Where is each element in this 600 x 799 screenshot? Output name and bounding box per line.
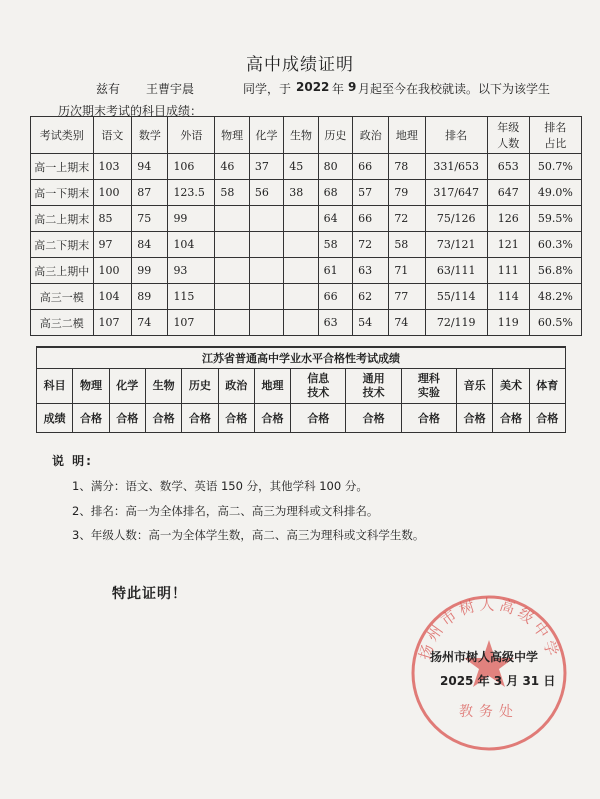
grade-cell: 55/114 bbox=[425, 284, 487, 310]
intro-tail: 月起至今在我校就读。以下为该学生 bbox=[358, 82, 551, 96]
grade-cell: 111 bbox=[487, 258, 529, 284]
grades-header-cell: 年级 人数 bbox=[487, 117, 529, 154]
pass-subject-cell: 美术 bbox=[493, 369, 529, 404]
grade-cell: 73/121 bbox=[425, 232, 487, 258]
grade-cell: 75 bbox=[132, 206, 168, 232]
grade-cell: 72 bbox=[353, 232, 389, 258]
pass-subject-cell: 通用 技术 bbox=[346, 369, 401, 404]
grade-cell bbox=[215, 310, 249, 336]
grade-cell bbox=[249, 284, 283, 310]
pass-result-cell: 合格 bbox=[182, 404, 218, 433]
grades-row bbox=[31, 258, 582, 284]
grade-cell: 99 bbox=[132, 258, 168, 284]
grade-cell: 79 bbox=[389, 180, 425, 206]
grades-header-cell: 化学 bbox=[249, 117, 283, 154]
grades-row bbox=[31, 206, 582, 232]
grade-cell: 66 bbox=[353, 206, 389, 232]
signer-school: 扬州市树人高级中学 bbox=[430, 650, 539, 664]
exam-label-cell: 高三一模 bbox=[31, 284, 94, 310]
pass-result-cell: 合格 bbox=[346, 404, 401, 433]
exam-label-cell: 高二下期末 bbox=[31, 232, 94, 258]
grade-cell: 74 bbox=[132, 310, 168, 336]
grade-cell: 71 bbox=[389, 258, 425, 284]
grade-cell: 49.0% bbox=[529, 180, 581, 206]
grade-cell: 85 bbox=[93, 206, 132, 232]
closing-statement: 特此证明！ bbox=[112, 586, 187, 602]
grade-cell: 106 bbox=[168, 154, 215, 180]
grade-cell: 80 bbox=[318, 154, 352, 180]
grade-cell: 64 bbox=[318, 206, 352, 232]
exam-label-cell: 高二上期末 bbox=[31, 206, 94, 232]
signed-date: 2025 年 3 月 31 日 bbox=[440, 674, 556, 688]
enroll-year: 2022 bbox=[296, 80, 330, 94]
grade-cell: 647 bbox=[487, 180, 529, 206]
grade-cell bbox=[215, 206, 249, 232]
grade-cell bbox=[284, 232, 318, 258]
grade-cell bbox=[215, 258, 249, 284]
grade-cell bbox=[215, 232, 249, 258]
grade-cell bbox=[249, 232, 283, 258]
pass-result-cell: 合格 bbox=[109, 404, 145, 433]
grade-cell: 121 bbox=[487, 232, 529, 258]
grade-cell: 62 bbox=[353, 284, 389, 310]
grade-cell bbox=[284, 310, 318, 336]
enroll-year-suffix: 年 bbox=[332, 82, 345, 96]
notes-label: 说 明: bbox=[52, 454, 93, 468]
grade-cell: 63 bbox=[318, 310, 352, 336]
grades-row bbox=[31, 180, 582, 206]
grade-cell: 45 bbox=[284, 154, 318, 180]
intro-mid: 同学，于 bbox=[243, 82, 292, 96]
grade-cell bbox=[249, 206, 283, 232]
pass-subject-cell: 历史 bbox=[182, 369, 218, 404]
grade-cell bbox=[249, 258, 283, 284]
page-title: 高中成绩证明 bbox=[246, 55, 354, 75]
grade-cell: 97 bbox=[93, 232, 132, 258]
grade-cell: 99 bbox=[168, 206, 215, 232]
grade-cell: 93 bbox=[168, 258, 215, 284]
grade-cell: 653 bbox=[487, 154, 529, 180]
grades-row bbox=[31, 284, 582, 310]
grades-header-cell: 排名 bbox=[425, 117, 487, 154]
grades-subheading: 历次期末考试的科目成绩： bbox=[58, 104, 203, 118]
pass-subject-cell: 体育 bbox=[529, 369, 565, 404]
seal-text: 扬州市树人高级中学 bbox=[415, 595, 563, 662]
pass-result-cell: 合格 bbox=[254, 404, 290, 433]
grades-row bbox=[31, 154, 582, 180]
grade-cell bbox=[249, 310, 283, 336]
grade-cell: 60.5% bbox=[529, 310, 581, 336]
pass-table-caption: 江苏省普通高中学业水平合格性考试成绩 bbox=[37, 347, 566, 369]
grade-cell: 66 bbox=[353, 154, 389, 180]
pass-subject-cell: 生物 bbox=[145, 369, 181, 404]
grade-cell: 84 bbox=[132, 232, 168, 258]
grade-cell: 94 bbox=[132, 154, 168, 180]
grade-cell: 38 bbox=[284, 180, 318, 206]
grade-cell bbox=[284, 258, 318, 284]
pass-result-row bbox=[37, 404, 566, 433]
pass-result-cell: 合格 bbox=[145, 404, 181, 433]
grades-table bbox=[30, 116, 582, 336]
grade-cell: 58 bbox=[318, 232, 352, 258]
grade-cell: 317/647 bbox=[425, 180, 487, 206]
grade-cell: 100 bbox=[93, 258, 132, 284]
grade-cell: 74 bbox=[389, 310, 425, 336]
grades-header-cell: 历史 bbox=[318, 117, 352, 154]
grade-cell: 72 bbox=[389, 206, 425, 232]
grade-cell: 103 bbox=[93, 154, 132, 180]
grade-cell: 126 bbox=[487, 206, 529, 232]
note-item: 2、排名：高一为全体排名，高二、高三为理科或文科排名。 bbox=[72, 504, 379, 518]
grade-cell: 66 bbox=[318, 284, 352, 310]
grade-cell: 87 bbox=[132, 180, 168, 206]
grade-cell: 61 bbox=[318, 258, 352, 284]
pass-result-cell: 合格 bbox=[73, 404, 109, 433]
pass-subject-cell: 信息 技术 bbox=[291, 369, 346, 404]
pass-subject-cell: 化学 bbox=[109, 369, 145, 404]
pass-result-cell: 合格 bbox=[529, 404, 565, 433]
pass-result-cell: 合格 bbox=[401, 404, 456, 433]
grade-cell: 50.7% bbox=[529, 154, 581, 180]
grade-cell: 100 bbox=[93, 180, 132, 206]
grade-cell bbox=[215, 284, 249, 310]
pass-subject-cell: 音乐 bbox=[456, 369, 492, 404]
grade-cell: 123.5 bbox=[168, 180, 215, 206]
enroll-month: 9 bbox=[348, 80, 357, 94]
grade-cell: 104 bbox=[93, 284, 132, 310]
grade-cell bbox=[284, 206, 318, 232]
student-name: 王曹宇晨 bbox=[146, 82, 195, 96]
grades-row bbox=[31, 232, 582, 258]
pass-row2-label: 成绩 bbox=[37, 404, 73, 433]
grades-header-cell: 物理 bbox=[215, 117, 249, 154]
grade-cell: 58 bbox=[215, 180, 249, 206]
pass-subject-cell: 政治 bbox=[218, 369, 254, 404]
grade-cell: 57 bbox=[353, 180, 389, 206]
pass-result-cell: 合格 bbox=[493, 404, 529, 433]
grade-cell: 46 bbox=[215, 154, 249, 180]
grade-cell: 37 bbox=[249, 154, 283, 180]
grade-cell: 119 bbox=[487, 310, 529, 336]
grade-cell bbox=[284, 284, 318, 310]
grades-header-cell: 生物 bbox=[284, 117, 318, 154]
exam-label-cell: 高一下期末 bbox=[31, 180, 94, 206]
pass-result-cell: 合格 bbox=[456, 404, 492, 433]
grade-cell: 54 bbox=[353, 310, 389, 336]
grade-cell: 48.2% bbox=[529, 284, 581, 310]
grade-cell: 78 bbox=[389, 154, 425, 180]
exam-label-cell: 高三二模 bbox=[31, 310, 94, 336]
exam-label-cell: 高一上期末 bbox=[31, 154, 94, 180]
grade-cell: 77 bbox=[389, 284, 425, 310]
grade-cell: 115 bbox=[168, 284, 215, 310]
grade-cell: 114 bbox=[487, 284, 529, 310]
exam-label-cell: 高三上期中 bbox=[31, 258, 94, 284]
pass-table bbox=[36, 346, 566, 433]
intro-prefix: 兹有 bbox=[96, 82, 121, 96]
grades-header-row bbox=[31, 117, 582, 154]
grades-header-cell: 外语 bbox=[168, 117, 215, 154]
grades-row bbox=[31, 310, 582, 336]
grades-header-cell: 政治 bbox=[353, 117, 389, 154]
note-item: 3、年级人数：高一为全体学生数，高二、高三为理科或文科学生数。 bbox=[72, 528, 425, 542]
grades-header-cell: 考试类别 bbox=[31, 117, 94, 154]
grade-cell: 60.3% bbox=[529, 232, 581, 258]
pass-subject-cell: 物理 bbox=[73, 369, 109, 404]
grade-cell: 63 bbox=[353, 258, 389, 284]
seal-dept: 教务处 bbox=[459, 704, 519, 720]
grade-cell: 56.8% bbox=[529, 258, 581, 284]
grade-cell: 56 bbox=[249, 180, 283, 206]
grade-cell: 58 bbox=[389, 232, 425, 258]
grade-cell: 68 bbox=[318, 180, 352, 206]
grade-cell: 331/653 bbox=[425, 154, 487, 180]
grades-header-cell: 地理 bbox=[389, 117, 425, 154]
grade-cell: 107 bbox=[168, 310, 215, 336]
grade-cell: 104 bbox=[168, 232, 215, 258]
pass-result-cell: 合格 bbox=[291, 404, 346, 433]
grade-cell: 107 bbox=[93, 310, 132, 336]
pass-result-cell: 合格 bbox=[218, 404, 254, 433]
grade-cell: 72/119 bbox=[425, 310, 487, 336]
grade-cell: 59.5% bbox=[529, 206, 581, 232]
note-item: 1、满分：语文、数学、英语 150 分，其他学科 100 分。 bbox=[72, 479, 368, 493]
grades-header-cell: 数学 bbox=[132, 117, 168, 154]
grade-cell: 63/111 bbox=[425, 258, 487, 284]
pass-subject-cell: 理科 实验 bbox=[401, 369, 456, 404]
grades-header-cell: 语文 bbox=[93, 117, 132, 154]
pass-row1-label: 科目 bbox=[37, 369, 73, 404]
grade-cell: 89 bbox=[132, 284, 168, 310]
pass-subject-row bbox=[37, 369, 566, 404]
pass-subject-cell: 地理 bbox=[254, 369, 290, 404]
grades-header-cell: 排名 占比 bbox=[529, 117, 581, 154]
grade-cell: 75/126 bbox=[425, 206, 487, 232]
